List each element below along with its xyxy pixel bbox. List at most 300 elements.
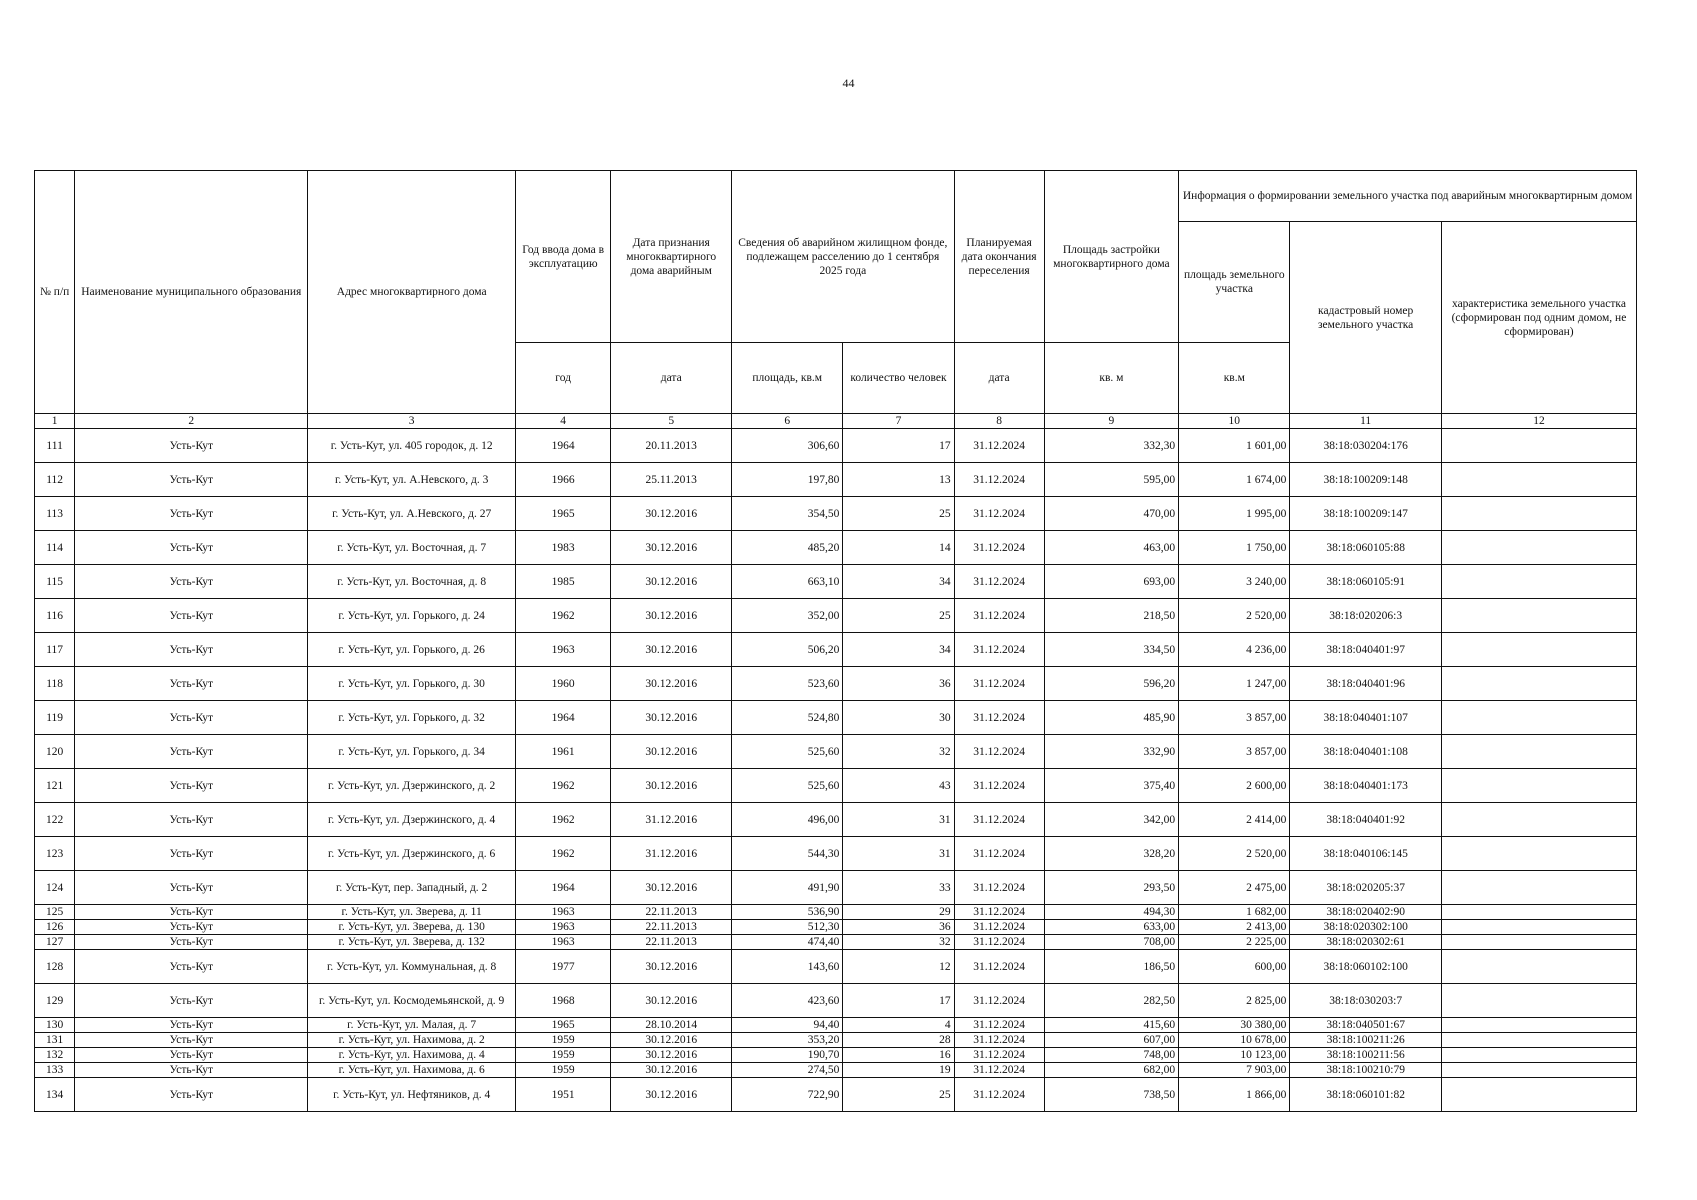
cell-building-area: 595,00 <box>1044 463 1179 497</box>
column-number: 10 <box>1179 414 1290 429</box>
cell-emergency-date: 30.12.2016 <box>611 735 732 769</box>
cell-cadastral: 38:18:040501:67 <box>1290 1018 1442 1033</box>
cell-area: 663,10 <box>732 565 843 599</box>
header-municipality: Наименование муниципального образования <box>75 171 308 414</box>
table-row <box>35 599 1637 633</box>
cell-land-character <box>1441 769 1636 803</box>
cell-cadastral: 38:18:040401:173 <box>1290 769 1442 803</box>
cell-num: 129 <box>35 984 75 1018</box>
cell-address: г. Усть-Кут, ул. Космодемьянской, д. 9 <box>308 984 516 1018</box>
column-number: 12 <box>1441 414 1636 429</box>
cell-planned-end: 31.12.2024 <box>954 1033 1044 1048</box>
cell-area: 544,30 <box>732 837 843 871</box>
column-number: 11 <box>1290 414 1442 429</box>
cell-area: 354,50 <box>732 497 843 531</box>
cell-area: 722,90 <box>732 1078 843 1112</box>
cell-num: 121 <box>35 769 75 803</box>
cell-land-character <box>1441 531 1636 565</box>
cell-address: г. Усть-Кут, ул. Дзержинского, д. 6 <box>308 837 516 871</box>
cell-address: г. Усть-Кут, ул. Зверева, д. 11 <box>308 905 516 920</box>
cell-area: 197,80 <box>732 463 843 497</box>
cell-land-area: 30 380,00 <box>1179 1018 1290 1033</box>
table-row <box>35 920 1637 935</box>
cell-num: 119 <box>35 701 75 735</box>
cell-land-character <box>1441 1078 1636 1112</box>
cell-municipality: Усть-Кут <box>75 803 308 837</box>
cell-address: г. Усть-Кут, ул. Нахимова, д. 6 <box>308 1063 516 1078</box>
cell-num: 111 <box>35 429 75 463</box>
cell-building-area: 415,60 <box>1044 1018 1179 1033</box>
cell-cadastral: 38:18:040401:92 <box>1290 803 1442 837</box>
cell-land-character <box>1441 905 1636 920</box>
cell-planned-end: 31.12.2024 <box>954 920 1044 935</box>
cell-people: 43 <box>843 769 954 803</box>
cell-area: 496,00 <box>732 803 843 837</box>
cell-building-area: 375,40 <box>1044 769 1179 803</box>
cell-address: г. Усть-Кут, ул. Горького, д. 24 <box>308 599 516 633</box>
cell-emergency-date: 30.12.2016 <box>611 599 732 633</box>
cell-area: 190,70 <box>732 1048 843 1063</box>
cell-building-area: 342,00 <box>1044 803 1179 837</box>
cell-municipality: Усть-Кут <box>75 871 308 905</box>
column-number: 2 <box>75 414 308 429</box>
column-number: 4 <box>515 414 610 429</box>
cell-people: 36 <box>843 667 954 701</box>
cell-address: г. Усть-Кут, ул. Горького, д. 32 <box>308 701 516 735</box>
cell-num: 126 <box>35 920 75 935</box>
cell-planned-end: 31.12.2024 <box>954 1048 1044 1063</box>
cell-municipality: Усть-Кут <box>75 497 308 531</box>
cell-emergency-date: 30.12.2016 <box>611 633 732 667</box>
cell-num: 116 <box>35 599 75 633</box>
cell-num: 124 <box>35 871 75 905</box>
cell-building-area: 738,50 <box>1044 1078 1179 1112</box>
cell-year: 1985 <box>515 565 610 599</box>
cell-cadastral: 38:18:020205:37 <box>1290 871 1442 905</box>
cell-planned-end: 31.12.2024 <box>954 599 1044 633</box>
cell-building-area: 218,50 <box>1044 599 1179 633</box>
cell-planned-end: 31.12.2024 <box>954 565 1044 599</box>
table-row <box>35 871 1637 905</box>
cell-people: 14 <box>843 531 954 565</box>
cell-year: 1962 <box>515 803 610 837</box>
cell-area: 474,40 <box>732 935 843 950</box>
cell-emergency-date: 30.12.2016 <box>611 1048 732 1063</box>
cell-people: 32 <box>843 735 954 769</box>
cell-planned-end: 31.12.2024 <box>954 935 1044 950</box>
header-emergency-fund: Сведения об аварийном жилищном фонде, подлежащем расселению до 1 сентября 2025 года <box>732 171 954 343</box>
column-number: 1 <box>35 414 75 429</box>
cell-land-character <box>1441 984 1636 1018</box>
cell-land-character <box>1441 837 1636 871</box>
cell-area: 524,80 <box>732 701 843 735</box>
table-row <box>35 935 1637 950</box>
cell-people: 34 <box>843 565 954 599</box>
header-cadastral: кадастровый номер земельного участка <box>1290 222 1442 414</box>
table-row <box>35 531 1637 565</box>
cell-emergency-date: 30.12.2016 <box>611 497 732 531</box>
cell-area: 306,60 <box>732 429 843 463</box>
header-building-area: Площадь застройки многоквартирного дома <box>1044 171 1179 343</box>
cell-people: 4 <box>843 1018 954 1033</box>
cell-area: 352,00 <box>732 599 843 633</box>
cell-emergency-date: 30.12.2016 <box>611 1078 732 1112</box>
cell-planned-end: 31.12.2024 <box>954 701 1044 735</box>
cell-year: 1964 <box>515 701 610 735</box>
cell-cadastral: 38:18:100209:147 <box>1290 497 1442 531</box>
cell-area: 353,20 <box>732 1033 843 1048</box>
cell-municipality: Усть-Кут <box>75 1063 308 1078</box>
cell-planned-end: 31.12.2024 <box>954 531 1044 565</box>
cell-planned-end: 31.12.2024 <box>954 633 1044 667</box>
cell-building-area: 596,20 <box>1044 667 1179 701</box>
cell-emergency-date: 20.11.2013 <box>611 429 732 463</box>
cell-planned-end: 31.12.2024 <box>954 769 1044 803</box>
cell-building-area: 633,00 <box>1044 920 1179 935</box>
cell-building-area: 293,50 <box>1044 871 1179 905</box>
cell-building-area: 463,00 <box>1044 531 1179 565</box>
unit-people: количество человек <box>843 343 954 414</box>
cell-building-area: 186,50 <box>1044 950 1179 984</box>
cell-address: г. Усть-Кут, ул. 405 городок, д. 12 <box>308 429 516 463</box>
cell-land-area: 4 236,00 <box>1179 633 1290 667</box>
cell-year: 1960 <box>515 667 610 701</box>
cell-num: 132 <box>35 1048 75 1063</box>
header-num: № п/п <box>35 171 75 414</box>
cell-num: 118 <box>35 667 75 701</box>
cell-municipality: Усть-Кут <box>75 905 308 920</box>
table-row <box>35 984 1637 1018</box>
cell-people: 25 <box>843 497 954 531</box>
cell-municipality: Усть-Кут <box>75 984 308 1018</box>
column-number: 5 <box>611 414 732 429</box>
cell-address: г. Усть-Кут, ул. Зверева, д. 130 <box>308 920 516 935</box>
column-number: 3 <box>308 414 516 429</box>
cell-building-area: 328,20 <box>1044 837 1179 871</box>
cell-emergency-date: 30.12.2016 <box>611 984 732 1018</box>
cell-people: 17 <box>843 984 954 1018</box>
cell-num: 128 <box>35 950 75 984</box>
cell-planned-end: 31.12.2024 <box>954 463 1044 497</box>
cell-year: 1965 <box>515 1018 610 1033</box>
header-address: Адрес многоквартирного дома <box>308 171 516 414</box>
cell-cadastral: 38:18:060101:82 <box>1290 1078 1442 1112</box>
table-row <box>35 701 1637 735</box>
cell-cadastral: 38:18:060105:91 <box>1290 565 1442 599</box>
cell-area: 525,60 <box>732 769 843 803</box>
cell-planned-end: 31.12.2024 <box>954 837 1044 871</box>
cell-building-area: 282,50 <box>1044 984 1179 1018</box>
cell-building-area: 607,00 <box>1044 1033 1179 1048</box>
cell-emergency-date: 30.12.2016 <box>611 667 732 701</box>
cell-cadastral: 38:18:060102:100 <box>1290 950 1442 984</box>
cell-num: 122 <box>35 803 75 837</box>
cell-emergency-date: 31.12.2016 <box>611 803 732 837</box>
cell-people: 29 <box>843 905 954 920</box>
cell-land-character <box>1441 803 1636 837</box>
cell-building-area: 682,00 <box>1044 1063 1179 1078</box>
cell-land-area: 1 247,00 <box>1179 667 1290 701</box>
cell-land-area: 2 600,00 <box>1179 769 1290 803</box>
cell-cadastral: 38:18:020302:100 <box>1290 920 1442 935</box>
cell-land-character <box>1441 565 1636 599</box>
table-row <box>35 905 1637 920</box>
table-row <box>35 429 1637 463</box>
cell-emergency-date: 28.10.2014 <box>611 1018 732 1033</box>
cell-num: 125 <box>35 905 75 920</box>
cell-building-area: 748,00 <box>1044 1048 1179 1063</box>
cell-land-character <box>1441 429 1636 463</box>
cell-year: 1959 <box>515 1033 610 1048</box>
cell-emergency-date: 31.12.2016 <box>611 837 732 871</box>
unit-sqm: кв. м <box>1044 343 1179 414</box>
cell-area: 536,90 <box>732 905 843 920</box>
cell-land-character <box>1441 633 1636 667</box>
cell-num: 112 <box>35 463 75 497</box>
header-year-commissioned: Год ввода дома в эксплуатацию <box>515 171 610 343</box>
cell-cadastral: 38:18:040401:108 <box>1290 735 1442 769</box>
cell-people: 12 <box>843 950 954 984</box>
unit-date-end: дата <box>954 343 1044 414</box>
cell-municipality: Усть-Кут <box>75 701 308 735</box>
cell-cadastral: 38:18:040106:145 <box>1290 837 1442 871</box>
cell-emergency-date: 30.12.2016 <box>611 531 732 565</box>
cell-num: 131 <box>35 1033 75 1048</box>
cell-municipality: Усть-Кут <box>75 1048 308 1063</box>
cell-year: 1964 <box>515 871 610 905</box>
cell-planned-end: 31.12.2024 <box>954 1063 1044 1078</box>
cell-year: 1968 <box>515 984 610 1018</box>
cell-emergency-date: 22.11.2013 <box>611 905 732 920</box>
cell-people: 25 <box>843 1078 954 1112</box>
cell-address: г. Усть-Кут, ул. Восточная, д. 8 <box>308 565 516 599</box>
cell-building-area: 332,30 <box>1044 429 1179 463</box>
cell-municipality: Усть-Кут <box>75 667 308 701</box>
cell-address: г. Усть-Кут, ул. Горького, д. 34 <box>308 735 516 769</box>
cell-year: 1964 <box>515 429 610 463</box>
cell-cadastral: 38:18:020206:3 <box>1290 599 1442 633</box>
cell-area: 525,60 <box>732 735 843 769</box>
cell-municipality: Усть-Кут <box>75 633 308 667</box>
cell-planned-end: 31.12.2024 <box>954 905 1044 920</box>
cell-num: 130 <box>35 1018 75 1033</box>
cell-address: г. Усть-Кут, ул. Коммунальная, д. 8 <box>308 950 516 984</box>
cell-emergency-date: 30.12.2016 <box>611 1063 732 1078</box>
unit-year: год <box>515 343 610 414</box>
table-row <box>35 497 1637 531</box>
cell-municipality: Усть-Кут <box>75 935 308 950</box>
cell-num: 134 <box>35 1078 75 1112</box>
cell-people: 16 <box>843 1048 954 1063</box>
table-body <box>35 429 1637 1112</box>
cell-land-area: 1 682,00 <box>1179 905 1290 920</box>
cell-address: г. Усть-Кут, пер. Западный, д. 2 <box>308 871 516 905</box>
cell-cadastral: 38:18:100211:26 <box>1290 1033 1442 1048</box>
cell-land-character <box>1441 1033 1636 1048</box>
cell-land-area: 2 225,00 <box>1179 935 1290 950</box>
cell-land-area: 2 413,00 <box>1179 920 1290 935</box>
cell-year: 1983 <box>515 531 610 565</box>
cell-people: 30 <box>843 701 954 735</box>
cell-year: 1961 <box>515 735 610 769</box>
table-row <box>35 769 1637 803</box>
unit-area: площадь, кв.м <box>732 343 843 414</box>
cell-address: г. Усть-Кут, ул. Зверева, д. 132 <box>308 935 516 950</box>
cell-num: 123 <box>35 837 75 871</box>
cell-municipality: Усть-Кут <box>75 1018 308 1033</box>
cell-emergency-date: 30.12.2016 <box>611 1033 732 1048</box>
cell-cadastral: 38:18:040401:96 <box>1290 667 1442 701</box>
cell-area: 485,20 <box>732 531 843 565</box>
cell-land-character <box>1441 667 1636 701</box>
cell-area: 274,50 <box>732 1063 843 1078</box>
cell-area: 523,60 <box>732 667 843 701</box>
cell-num: 120 <box>35 735 75 769</box>
cell-building-area: 693,00 <box>1044 565 1179 599</box>
cell-people: 17 <box>843 429 954 463</box>
column-number: 9 <box>1044 414 1179 429</box>
cell-area: 491,90 <box>732 871 843 905</box>
cell-cadastral: 38:18:100211:56 <box>1290 1048 1442 1063</box>
cell-planned-end: 31.12.2024 <box>954 429 1044 463</box>
unit-sqm-land: кв.м <box>1179 343 1290 414</box>
table-row <box>35 1063 1637 1078</box>
cell-planned-end: 31.12.2024 <box>954 1018 1044 1033</box>
cell-num: 133 <box>35 1063 75 1078</box>
cell-municipality: Усть-Кут <box>75 1033 308 1048</box>
cell-land-area: 2 475,00 <box>1179 871 1290 905</box>
header-planned-end: Планируемая дата окончания переселения <box>954 171 1044 343</box>
cell-land-character <box>1441 735 1636 769</box>
cell-building-area: 470,00 <box>1044 497 1179 531</box>
cell-municipality: Усть-Кут <box>75 565 308 599</box>
cell-municipality: Усть-Кут <box>75 735 308 769</box>
cell-building-area: 332,90 <box>1044 735 1179 769</box>
cell-year: 1977 <box>515 950 610 984</box>
cell-area: 423,60 <box>732 984 843 1018</box>
cell-year: 1962 <box>515 599 610 633</box>
cell-year: 1963 <box>515 920 610 935</box>
cell-people: 25 <box>843 599 954 633</box>
cell-address: г. Усть-Кут, ул. А.Невского, д. 3 <box>308 463 516 497</box>
cell-planned-end: 31.12.2024 <box>954 497 1044 531</box>
table-row <box>35 1078 1637 1112</box>
cell-municipality: Усть-Кут <box>75 837 308 871</box>
cell-area: 94,40 <box>732 1018 843 1033</box>
cell-cadastral: 38:18:020402:90 <box>1290 905 1442 920</box>
cell-planned-end: 31.12.2024 <box>954 803 1044 837</box>
cell-municipality: Усть-Кут <box>75 463 308 497</box>
cell-year: 1963 <box>515 633 610 667</box>
cell-num: 127 <box>35 935 75 950</box>
column-number: 6 <box>732 414 843 429</box>
cell-year: 1959 <box>515 1063 610 1078</box>
cell-municipality: Усть-Кут <box>75 769 308 803</box>
cell-land-area: 7 903,00 <box>1179 1063 1290 1078</box>
cell-num: 115 <box>35 565 75 599</box>
cell-num: 117 <box>35 633 75 667</box>
cell-year: 1962 <box>515 769 610 803</box>
cell-cadastral: 38:18:040401:97 <box>1290 633 1442 667</box>
cell-people: 32 <box>843 935 954 950</box>
cell-emergency-date: 22.11.2013 <box>611 935 732 950</box>
cell-building-area: 708,00 <box>1044 935 1179 950</box>
cell-address: г. Усть-Кут, ул. Восточная, д. 7 <box>308 531 516 565</box>
table-row <box>35 803 1637 837</box>
table-row <box>35 1018 1637 1033</box>
cell-address: г. Усть-Кут, ул. Нахимова, д. 2 <box>308 1033 516 1048</box>
cell-cadastral: 38:18:100209:148 <box>1290 463 1442 497</box>
cell-land-area: 1 750,00 <box>1179 531 1290 565</box>
cell-cadastral: 38:18:040401:107 <box>1290 701 1442 735</box>
cell-municipality: Усть-Кут <box>75 920 308 935</box>
cell-land-character <box>1441 1048 1636 1063</box>
cell-planned-end: 31.12.2024 <box>954 1078 1044 1112</box>
header-land-info: Информация о формировании земельного участка под аварийным многоквартирным домом <box>1179 171 1637 222</box>
cell-land-character <box>1441 497 1636 531</box>
emergency-housing-table <box>34 170 1637 1112</box>
table-row <box>35 1033 1637 1048</box>
cell-planned-end: 31.12.2024 <box>954 667 1044 701</box>
cell-cadastral: 38:18:030204:176 <box>1290 429 1442 463</box>
cell-planned-end: 31.12.2024 <box>954 984 1044 1018</box>
cell-year: 1962 <box>515 837 610 871</box>
cell-emergency-date: 30.12.2016 <box>611 701 732 735</box>
cell-municipality: Усть-Кут <box>75 599 308 633</box>
cell-year: 1966 <box>515 463 610 497</box>
cell-building-area: 334,50 <box>1044 633 1179 667</box>
cell-cadastral: 38:18:020302:61 <box>1290 935 1442 950</box>
cell-year: 1951 <box>515 1078 610 1112</box>
cell-land-area: 2 825,00 <box>1179 984 1290 1018</box>
cell-planned-end: 31.12.2024 <box>954 950 1044 984</box>
page-number: 44 <box>842 76 855 90</box>
table-row <box>35 667 1637 701</box>
table-row <box>35 633 1637 667</box>
cell-land-character <box>1441 1018 1636 1033</box>
cell-people: 28 <box>843 1033 954 1048</box>
cell-people: 34 <box>843 633 954 667</box>
table-row <box>35 735 1637 769</box>
cell-address: г. Усть-Кут, ул. Дзержинского, д. 4 <box>308 803 516 837</box>
cell-people: 13 <box>843 463 954 497</box>
cell-num: 114 <box>35 531 75 565</box>
cell-land-area: 10 123,00 <box>1179 1048 1290 1063</box>
cell-land-area: 10 678,00 <box>1179 1033 1290 1048</box>
table-row <box>35 837 1637 871</box>
cell-land-area: 2 520,00 <box>1179 837 1290 871</box>
cell-people: 19 <box>843 1063 954 1078</box>
cell-land-character <box>1441 950 1636 984</box>
cell-year: 1959 <box>515 1048 610 1063</box>
cell-address: г. Усть-Кут, ул. Малая, д. 7 <box>308 1018 516 1033</box>
column-number-row <box>35 414 1637 429</box>
cell-emergency-date: 25.11.2013 <box>611 463 732 497</box>
cell-cadastral: 38:18:100210:79 <box>1290 1063 1442 1078</box>
cell-emergency-date: 30.12.2016 <box>611 871 732 905</box>
cell-land-character <box>1441 463 1636 497</box>
cell-year: 1965 <box>515 497 610 531</box>
cell-municipality: Усть-Кут <box>75 429 308 463</box>
cell-address: г. Усть-Кут, ул. Дзержинского, д. 2 <box>308 769 516 803</box>
cell-emergency-date: 30.12.2016 <box>611 565 732 599</box>
cell-cadastral: 38:18:060105:88 <box>1290 531 1442 565</box>
unit-date: дата <box>611 343 732 414</box>
cell-land-character <box>1441 1063 1636 1078</box>
column-number: 7 <box>843 414 954 429</box>
cell-land-character <box>1441 871 1636 905</box>
header-land-character: характеристика земельного участка (сформирован под одним домом, не сформирован) <box>1441 222 1636 414</box>
